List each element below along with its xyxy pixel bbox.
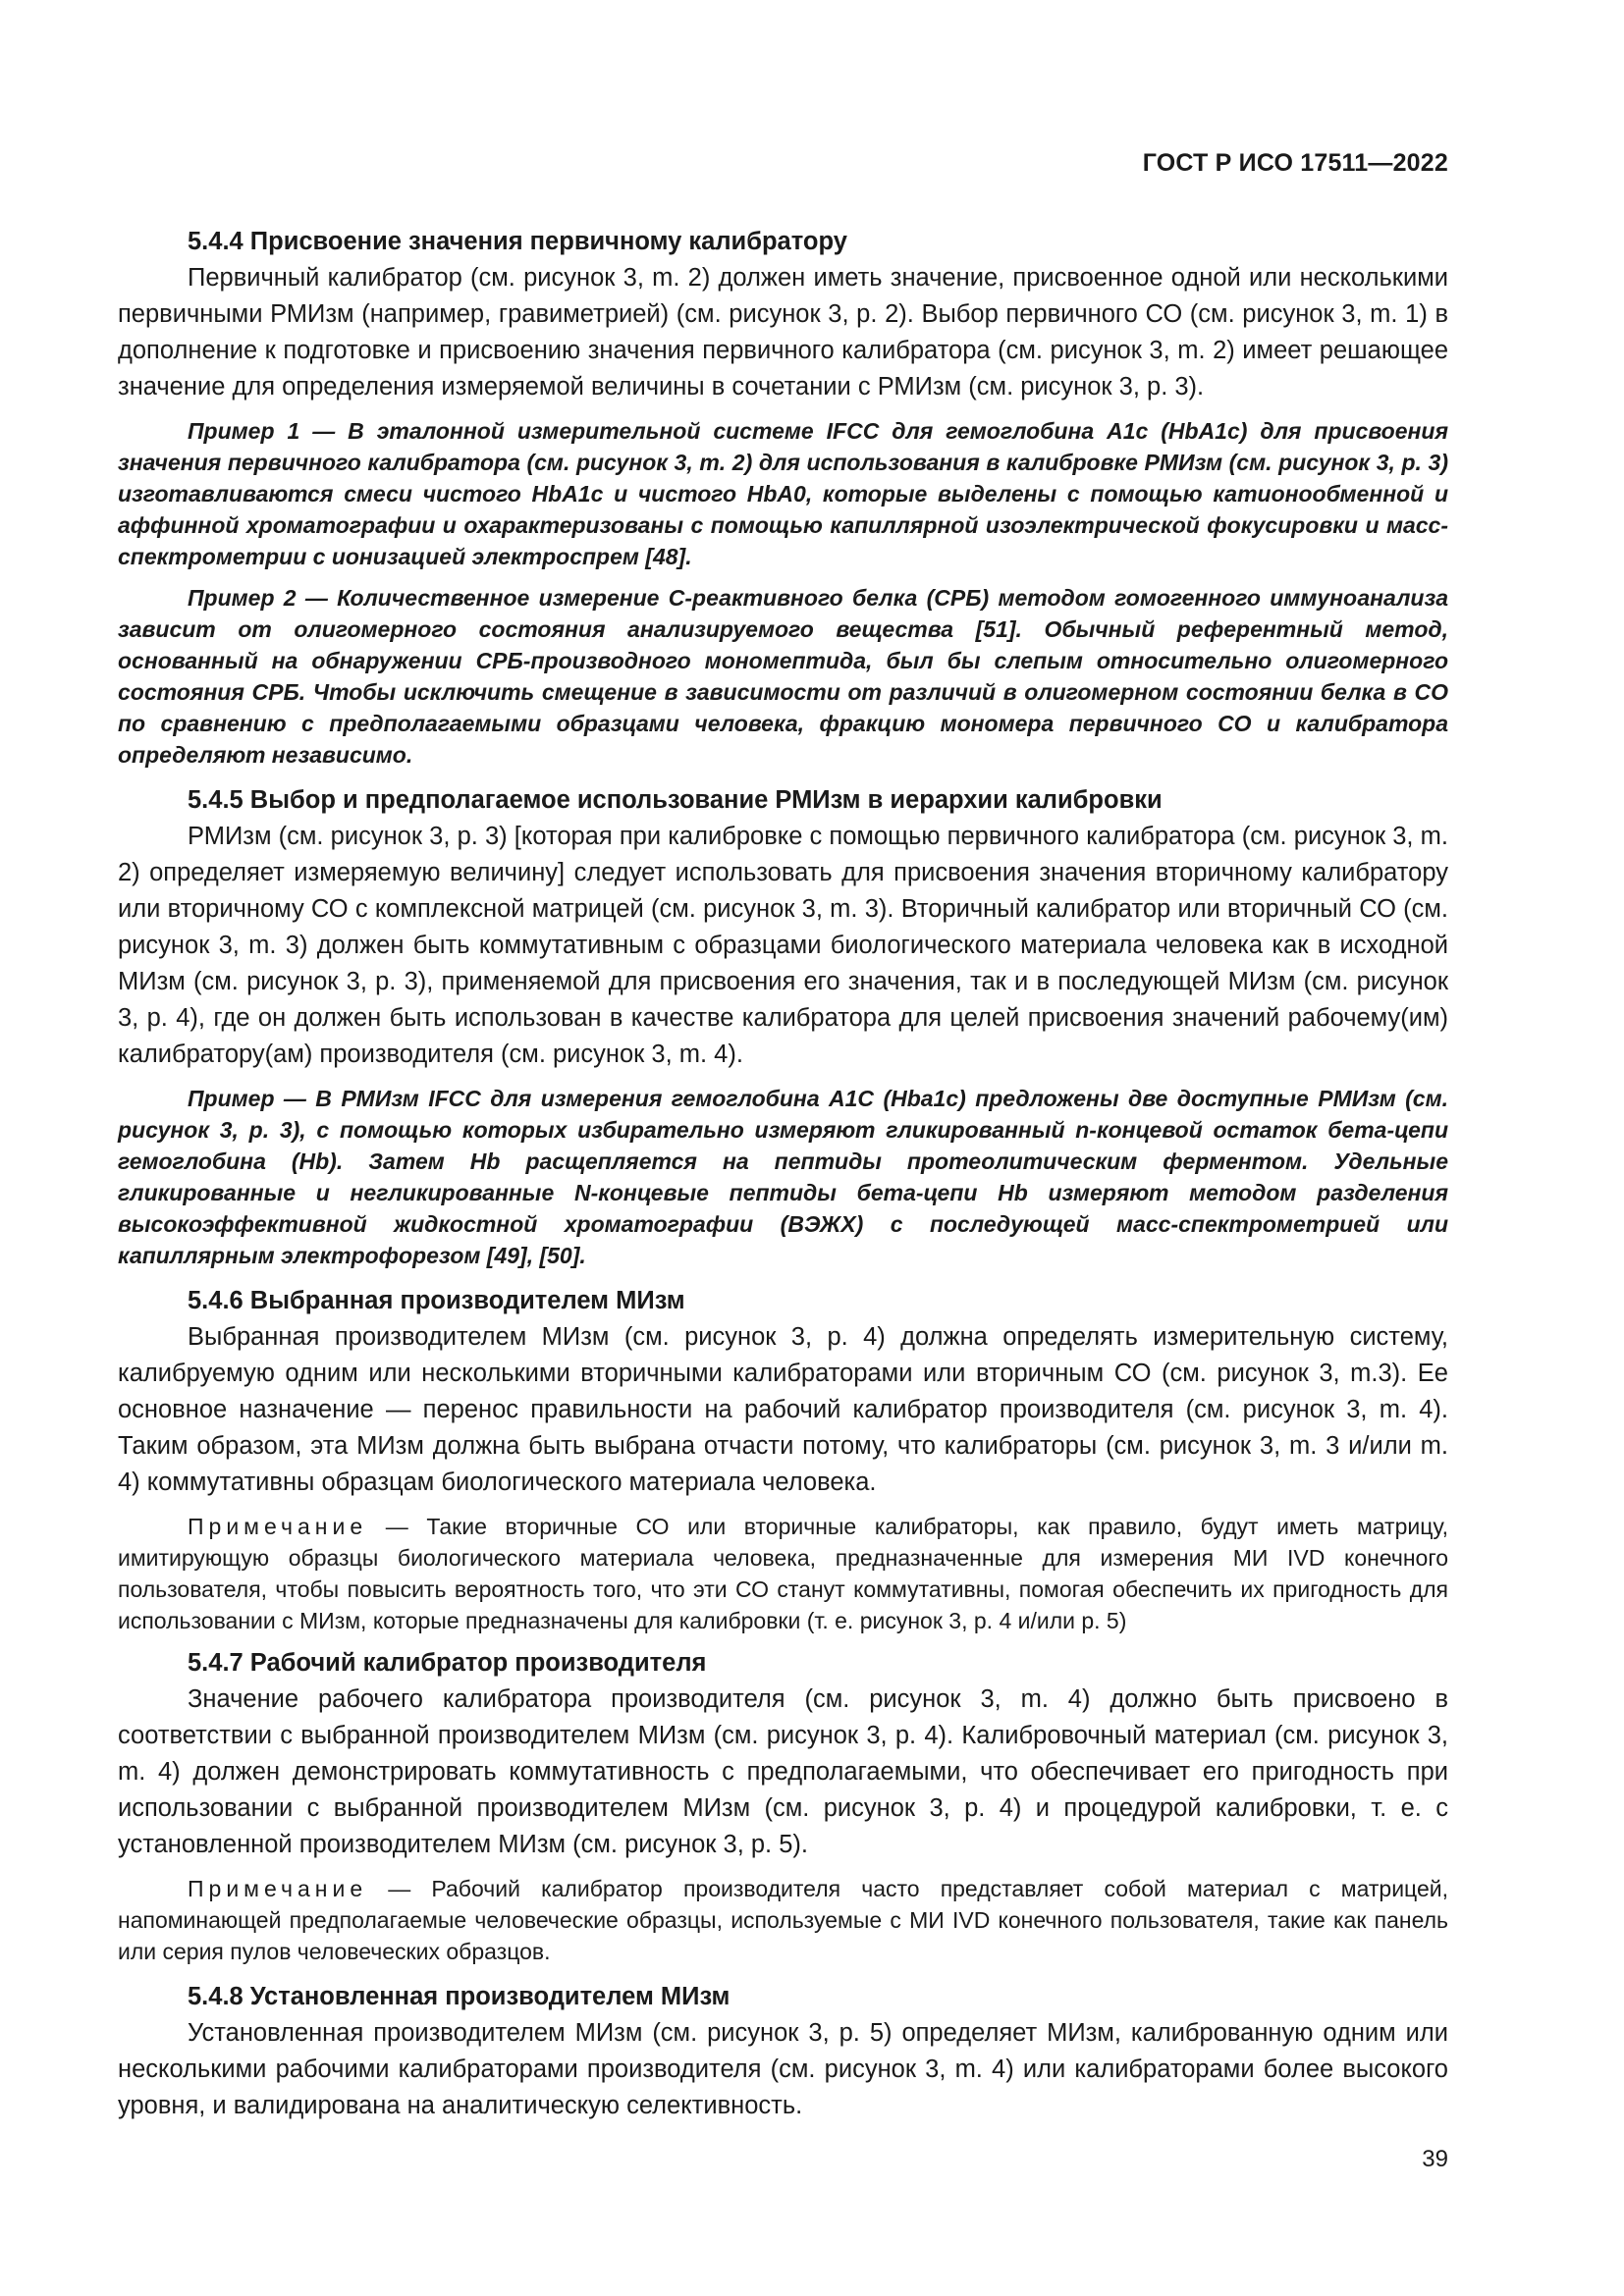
section-5-4-6-paragraph: Выбранная производителем МИзм (см. рисунок 3, р. 4) должна определять измерительную систему, калибруемую одним или несколькими вторичными калибраторами или вторичным СО (см. рисунок 3, m.3). Ее основное назначение — перенос правильности на рабочий калибратор производителя (см. рисунок 3, m. 4). Таким образом, эта МИзм должна быть выбрана отчасти потому, что калибраторы (см. рисунок 3, m. 3 и/или m. 4) коммутативны образцам биологического материала человека. (118, 1323, 1448, 1496)
section-5-4-7-paragraph: Значение рабочего калибратора производителя (см. рисунок 3, m. 4) должно быть присвоено в соответствии с выбранной производителем МИзм (см. рисунок 3, р. 4). Калибровочный материал (см. рисунок 3, m. 4) должен демонстрировать коммутативность с предполагаемыми, что обеспечивает его пригодность при использовании с выбранной производителем МИзм (см. рисунок 3, р. 4) и процедурой калибровки, т. е. с установленной производителем МИзм (см. рисунок 3, р. 5). (118, 1685, 1448, 1858)
section-5-4-6-heading: 5.4.6 Выбранная производителем МИзм (188, 1287, 685, 1314)
section-5-4-6-note (118, 1511, 1448, 1636)
section-5-4-4-paragraph: Первичный калибратор (см. рисунок 3, m. 2) должен иметь значение, присвоенное одной или несколькими первичными РМИзм (например, гравиметрией) (см. рисунок 3, р. 2). Выбор первичного СО (см. рисунок 3, m. 1) в дополнение к подготовке и присвоению значения первичного калибратора (см. рисунок 3, m. 2) имеет решающее значение для определения измеряемой величины в сочетании с РМИзм (см. рисунок 3, р. 3). (118, 264, 1448, 400)
section-5-4-5-paragraph: РМИзм (см. рисунок 3, р. 3) [которая при калибровке с помощью первичного калибратора (см. рисунок 3, m. 2) определяет измеряемую величину] следует использовать для присвоения значения вторичному калибратору или вторичному СО с комплексной матрицей (см. рисунок 3, m. 3). Вторичный калибратор или вторичный СО (см. рисунок 3, m. 3) должен быть коммутативным с образцами биологического материала человека как в исходной МИзм (см. рисунок 3, р. 3), применяемой для присвоения его значения, так и в последующей МИзм (см. рисунок 3, р. 4), где он должен быть использован в качестве калибратора для целей присвоения значений рабочему(им) калибратору(ам) производителя (см. рисунок 3, m. 4). (118, 823, 1448, 1068)
document-code-header: ГОСТ Р ИСО 17511—2022 (1142, 149, 1448, 177)
note-text: — Рабочий калибратор производителя часто представляет собой материал с матрицей, напоминающей предполагаемые человеческие образцы, используемые с МИ IVD конечного пользователя, такие как панель или серия пулов человеческих образцов. (118, 1876, 1448, 1964)
section-5-4-7-heading: 5.4.7 Рабочий калибратор производителя (188, 1649, 707, 1677)
section-5-4-8-heading: 5.4.8 Установленная производителем МИзм (188, 1983, 731, 2010)
section-5-4-5-heading: 5.4.5 Выбор и предполагаемое использование РМИзм в иерархии калибровки (188, 786, 1163, 814)
page-content (118, 224, 1448, 2124)
example-1: Пример 1 — В эталонной измерительной системе IFCC для гемоглобина А1с (HbA1c) для присвоения значения первичного калибратора (см. рисунок 3, m. 2) для использования в калибровке РМИзм (см. рисунок 3, р. 3) изготавливаются смеси чистого HbA1c и чистого HbA0, которые выделены с помощью катионообменной и аффинной хроматографии и охарактеризованы с помощью капиллярной изоэлектрической фокусировки и масс-спектрометрии с ионизацией электроспрем [48]. (118, 418, 1448, 569)
page-number: 39 (1422, 2146, 1448, 2172)
section-5-4-5-example: Пример — В РМИзм IFCC для измерения гемоглобина А1С (Hba1c) предложены две доступные РМИзм (см. рисунок 3, р. 3), с помощью которых избирательно измеряют гликированный n-концевой остаток бета-цепи гемоглобина (Hb). Затем Hb расщепляется на пептиды протеолитическим ферментом. Удельные гликированные и негликированные N-концевые пептиды бета-цепи Hb измеряют методом разделения высокоэффективной жидкостной хроматографии (ВЭЖХ) с последующей масс-спектрометрией или капиллярным электрофорезом [49], [50]. (118, 1086, 1448, 1268)
section-5-4-4-heading: 5.4.4 Присвоение значения первичному калибратору (188, 228, 847, 255)
note-text: — Такие вторичные СО или вторичные калибраторы, как правило, будут иметь матрицу, имитирующую образцы биологического материала человека, предназначенные для измерения МИ IVD конечного пользователя, чтобы повысить вероятность того, что эти СО станут коммутативны, помогая обеспечить их пригодность для использовании с МИзм, которые предназначены для калибровки (т. е. рисунок 3, р. 4 и/или р. 5) (118, 1514, 1448, 1633)
section-5-4-7-note (118, 1873, 1448, 1967)
example-2: Пример 2 — Количественное измерение С-реактивного белка (СРБ) методом гомогенного иммуноанализа зависит от олигомерного состояния анализируемого вещества [51]. Обычный референтный метод, основанный на обнаружении СРБ-производного мономептида, был бы слепым относительно олигомерного состояния СРБ. Чтобы исключить смещение в зависимости от различий в олигомерном состоянии белка в СО по сравнению с предполагаемыми образцами человека, фракцию мономера первичного СО и калибратора определяют независимо. (118, 585, 1448, 768)
note-label: Примечание (188, 1876, 368, 1901)
section-5-4-8-paragraph: Установленная производителем МИзм (см. рисунок 3, р. 5) определяет МИзм, калиброванную одним или несколькими рабочими калибраторами производителя (см. рисунок 3, m. 4) или калибраторами более высокого уровня, и валидирована на аналитическую селективность. (118, 2019, 1448, 2119)
note-label: Примечание (188, 1514, 368, 1539)
